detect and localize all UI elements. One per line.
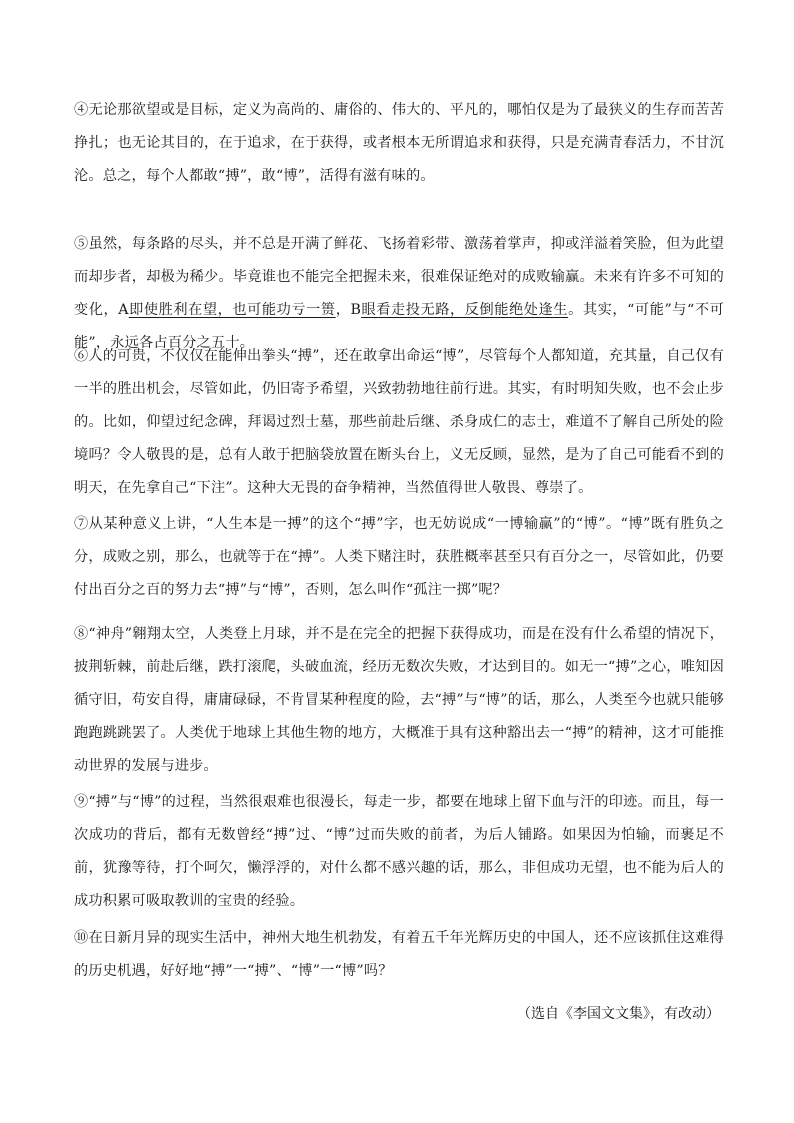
paragraph-text: ⑩在日新月异的现实生活中，神州大地生机勃发，有着五千年光辉历史的中国人，还不应该抓住这难得的历史机遇，好好地“搏”一“搏”、“博”一“博”吗？ [74,930,724,979]
paragraph-text: ⑦从某种意义上讲，“人生本是一搏”的这个“搏”字，也无妨说成“一博输赢”的“博”。“博”既有胜负之分，成败之别，那么，也就等于在“搏”。人类下赌注时，获胜概率甚至只有百分之一，尽管如此，仍要付出百分之百的努力去“搏”与“博”，否则，怎么叫作“孤注一掷”呢？ [74,516,724,598]
paragraph-5-part-c: 。其实，“可能”与“不可能”，永远各占百分之五十。 [74,302,724,351]
paragraph-text: ⑧“神舟”翱翔太空，人类登上月球，并不是在完全的把握下获得成功，而是在没有什么希望的情况下，披荆斩棘，前赴后继，跌打滚爬，头破血流，经历无数次失败，才达到目的。如无一“搏”之心，唯知因循守旧，苟安自得，庸庸碌碌，不肯冒某种程度的险，去“搏”与“博”的话，那么，人类至今也就只能够跑跑跳跳罢了。人类优于地球上其他生物的地方，大概准于具有这种豁出去一“搏”的精神，这才可能推动世界的发展与进步。 [74,626,724,774]
paragraph-text: ⑥人的可贵，不仅仅在能伸出拳头“搏”，还在敢拿出命运“博”，尽管每个人都知道，充其量，自己仅有一半的胜出机会，尽管如此，仍旧寄予希望，兴致勃勃地往前行进。其实，有时明知失败，也不会止步的。比如，仰望过纪念碑，拜谒过烈士墓，那些前赴后继、杀身成仁的志士，难道不了解自己所处的险境吗？令人敬畏的是，总有人敢于把脑袋放置在断头台上，义无反顾，显然，是为了自己可能看不到的明天，在先拿自己“下注”。这种大无畏的奋争精神，当然值得世人敬畏、尊崇了。 [74,348,724,496]
paragraph-text: ④无论那欲望或是目标，定义为高尚的、庸俗的、伟大的、平凡的，哪怕仅是为了最狭义的生存而苦苦挣扎；也无论其目的，在于追求，在于获得，或者根本无所谓追求和获得，只是充满青春活力，不甘沉沦。总之，每个人都敢“搏”，敢“博”，活得有滋有味的。 [74,102,724,184]
paragraph-8 [74,618,724,783]
paragraph-4 [74,94,724,193]
source-citation: （选自《李国文文集》，有改动） [517,1006,720,1022]
paragraph-6 [74,340,724,505]
paragraph-5-part-b: ，B [335,302,362,318]
paragraph-9 [74,786,724,918]
paragraph-7 [74,508,724,607]
paragraph-text: ⑨“搏”与“博”的过程，当然很艰难也很漫长，每走一步，都要在地球上留下血与汗的印迹。而且，每一次成功的背后，都有无数曾经“搏”过、“博”过而失败的前者，为后人铺路。如果因为怕输，而裹足不前，犹豫等待，打个呵欠，懒浮浮的，对什么都不感兴趣的话，那么，非但成功无望，也不能为后人的成功积累可吸取教训的宝贵的经验。 [74,794,724,909]
underlined-sentence-b: 眼看走投无路，反倒能绝处逢生 [361,302,569,318]
paragraph-5-part-a: ⑤虽然，每条路的尽头，并不总是开满了鲜花、飞扬着彩带、激荡着掌声，抑或洋溢着笑脸，但为此望而却步者，却极为稀少。毕竟谁也不能完全把握未来，很难保证绝对的成败输赢。未来有许多不可知的变化，A [74,236,724,318]
paragraph-10 [74,922,724,988]
underlined-sentence-a: 即使胜利在望，也可能功亏一篑 [128,302,336,318]
